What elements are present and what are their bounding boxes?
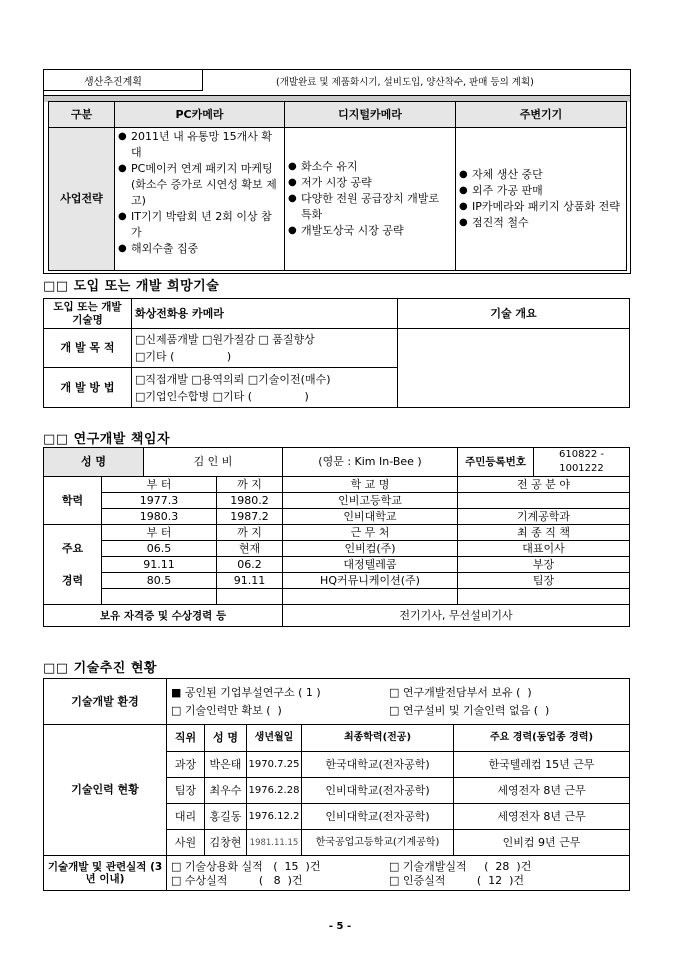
env-label: 기술개발 환경	[44, 679, 167, 725]
table-row: 06.5 현재 인비컴(주) 대표이사	[44, 541, 630, 557]
plan-header-digital: 디지털카메라	[285, 102, 456, 128]
list-item: ● 개발도상국 시장 공략	[288, 223, 452, 239]
manager-id-value: 610822 - 1001222	[534, 448, 630, 477]
career-header-position: 최 종 직 책	[458, 525, 630, 541]
table-row	[44, 589, 630, 605]
results-label: 기술개발 및 관련실적 (3년 이내)	[44, 856, 167, 891]
staff-header-rank: 직위	[167, 725, 205, 752]
tech-heading: □□ 도입 또는 개발 희망기술	[43, 279, 220, 294]
career-label: 주요 경력	[44, 525, 102, 605]
table-row: 팀장 최우수 1976.2.28 인비대학교(전자공학) 세영전자 8년 근무	[44, 778, 630, 804]
cert-label: 보유 자격증 및 수상경력 등	[44, 605, 283, 627]
edu-header-school: 학 교 명	[283, 477, 458, 493]
list-item: ● 2011년 내 유통망 15개사 확대	[118, 129, 281, 161]
edu-label: 학력	[44, 477, 102, 525]
tech-purpose-label: 개 발 목 적	[44, 329, 132, 368]
manager-table	[43, 447, 630, 627]
status-heading: □□ 기술추진 현황	[43, 661, 157, 676]
list-item: ● PC메이커 연계 패키지 마케팅(화소수 증가로 시연성 확보 제고)	[118, 161, 281, 209]
manager-heading: □□ 연구개발 책임자	[43, 432, 171, 447]
tech-method-options: □직접개발 □용역의뢰 □기술이전(매수) □기업인수합병 □기타 ( )	[132, 368, 398, 408]
plan-header-peripheral: 주변기기	[456, 102, 627, 128]
tech-overview-value	[398, 329, 630, 408]
career-header-to: 까 지	[217, 525, 283, 541]
plan-row-label: 사업전략	[49, 128, 115, 271]
table-row: 80.5 91.11 HQ커뮤니케이션(주) 팀장	[44, 573, 630, 589]
table-row: 91.11 06.2 대정텔레콤 부장	[44, 557, 630, 573]
table-row: 대리 홍길동 1976.12.2 인비대학교(전자공학) 세영전자 8년 근무	[44, 804, 630, 830]
staff-label: 기술인력 현황	[44, 725, 167, 856]
env-options: ■ 공인된 기업부설연구소 ( 1 ) □ 연구개발전담부서 보유 ( ) □ 기술인력만 확보 ( ) □ 연구설비 및 기술인력 없음 ( )	[167, 679, 630, 725]
table-row: 사원 김창현 1981.11.15 한국공업고등학교(기계공학) 인비컴 9년 근무	[44, 830, 630, 856]
plan-label: 생산추진계획	[44, 70, 203, 91]
table-row: 1977.3 1980.2 인비고등학교	[44, 493, 630, 509]
list-item: ● 저가 시장 공략	[288, 175, 452, 191]
manager-name-value: 김 인 비	[144, 448, 283, 477]
staff-header-birth: 생년월일	[247, 725, 302, 752]
staff-header-name: 성 명	[205, 725, 247, 752]
list-item: ● IT기기 박람회 년 2회 이상 참가	[118, 209, 281, 241]
edu-header-from: 부 터	[102, 477, 217, 493]
tech-name-value: 화상전화용 카메라	[132, 299, 398, 329]
results-values: □ 기술상용화 실적 ( 15 )건 □ 기술개발실적 ( 28 )건 □ 수상실적 ( 8 )건 □ 인증실적 ( 12 )건	[167, 856, 630, 891]
staff-header-career: 주요 경력(동업종 경력)	[454, 725, 630, 752]
plan-header-category: 구분	[49, 102, 115, 128]
list-item: ● 외주 가공 판매	[459, 183, 623, 199]
page-number: - 5 -	[328, 921, 352, 932]
plan-header-pc: PC카메라	[115, 102, 285, 128]
manager-id-label: 주민등록번호	[458, 448, 534, 477]
table-row: 과장 박은태 1970.7.25 한국대학교(전자공학) 한국텔레컴 15년 근무	[44, 752, 630, 778]
status-table	[43, 678, 630, 891]
table-row: 1980.3 1987.2 인비대학교 기계공학과	[44, 509, 630, 525]
list-item: ● 다양한 전원 공급장치 개발로 특화	[288, 191, 452, 223]
manager-name-label: 성 명	[44, 448, 144, 477]
tech-purpose-options: □신제품개발 □원가절감 □ 품질향상 □기타 ( )	[132, 329, 398, 368]
plan-note: (개발완료 및 제품화시기, 설비도입, 양산착수, 판매 등의 계획)	[276, 77, 534, 88]
plan-table	[48, 101, 627, 271]
tech-name-label: 도입 또는 개발 기술명	[44, 299, 132, 329]
tech-overview-label: 기술 개요	[398, 299, 630, 329]
list-item: ● 해외수출 집중	[118, 241, 281, 257]
tech-table	[43, 298, 630, 408]
list-item: ● 자체 생산 중단	[459, 167, 623, 183]
edu-header-to: 까 지	[217, 477, 283, 493]
list-item: ● 점진적 철수	[459, 215, 623, 231]
career-header-workplace: 근 무 처	[283, 525, 458, 541]
edu-header-major: 전 공 분 야	[458, 477, 630, 493]
list-item: ● 화소수 유지	[288, 159, 452, 175]
cert-value: 전기기사, 무선설비기사	[283, 605, 630, 627]
plan-pc-cell	[115, 128, 285, 271]
manager-english-name: (영문 : Kim In-Bee )	[283, 448, 458, 477]
career-header-from: 부 터	[102, 525, 217, 541]
list-item: ● IP카메라와 패키지 상품화 전략	[459, 199, 623, 215]
plan-section	[43, 69, 631, 274]
tech-method-label: 개 발 방 법	[44, 368, 132, 408]
plan-digital-cell	[285, 128, 456, 271]
staff-header-education: 최종학력(전공)	[302, 725, 454, 752]
plan-peripheral-cell	[456, 128, 627, 271]
